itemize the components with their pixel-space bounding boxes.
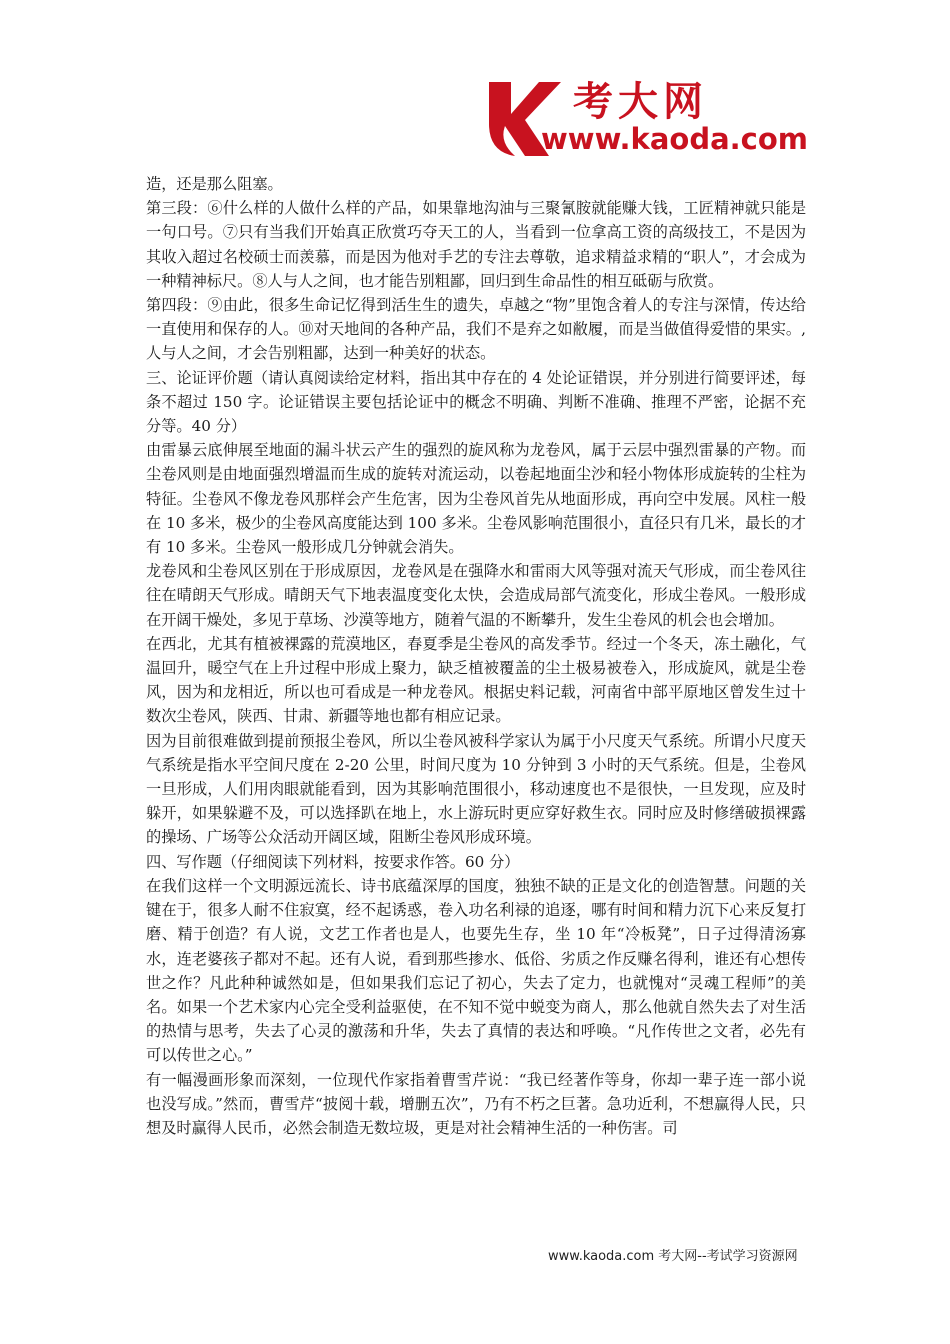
paragraph: 龙卷风和尘卷风区别在于形成原因，龙卷风是在强降水和雷雨大风等强对流天气形成，而尘卷风往往在晴朗天气形成。晴朗天气下地表温度变化太快，会造成局部气流变化，形成尘卷风。一般形成在开阔干燥处，多见于草场、沙漠等地方，随着气温的不断攀升，发生尘卷风的机会也会增加。 [146,562,806,629]
section-heading: 三、论证评价题（请认真阅读给定材料，指出其中存在的 4 处论证错误，并分别进行简要评述，每条不超过 150 字。论证错误主要包括论证中的概念不明确、判断不准确、推理不严密，论据不充分等。40 分） [146,368,806,436]
paragraph: 有一幅漫画形象而深刻，一位现代作家指着曹雪芹说：“我已经著作等身，你却一辈子连一部小说也没写成。”然而，曹雪芹“披阅十载，增删五次”，乃有不朽之巨著。急功近利，不想赢得人民，只想及时赢得人民币，必然会制造无数垃圾，更是对社会精神生活的一种伤害。司 [146,1070,806,1137]
logo-brand-name: 考大网 [573,79,708,125]
kaoda-logo [485,78,815,160]
paragraph: 造，还是那么阻塞。 [146,175,283,193]
page-footer: www.kaoda.com 考大网--考试学习资源网 [548,1249,798,1264]
document-body [146,172,806,1140]
paragraph: 在西北，尤其有植被裸露的荒漠地区，春夏季是尘卷风的高发季节。经过一个冬天，冻土融化，气温回升，暖空气在上升过程中形成上聚力，缺乏植被覆盖的尘土极易被卷入，形成旋风，就是尘卷风，因为和龙相近，所以也可看成是一种龙卷风。根据史料记载，河南省中部平原地区曾发生过十数次尘卷风，陕西、甘肃、新疆等地也都有相应记录。 [146,634,806,726]
logo-brand-url: www.kaoda.com [541,122,808,156]
paragraph: 在我们这样一个文明源远流长、诗书底蕴深厚的国度，独独不缺的正是文化的创造智慧。问题的关键在于，很多人耐不住寂寞，经不起诱惑，卷入功名利禄的追逐，哪有时间和精力沉下心来反复打磨、精于创造？有人说，文艺工作者也是人，也要先生存，坐 10 年“冷板凳”，日子过得清汤寡水，连老婆孩子都对不起。还有人说，看到那些掺水、低俗、劣质之作反赚名得利，谁还有心想传世之作？凡此种种诚然如是，但如果我们忘记了初心，失去了定力，也就愧对“灵魂工程师”的美名。如果一个艺术家内心完全受利益驱使，在不知不觉中蜕变为商人，那么他就自然失去了对生活的热情与思考，失去了心灵的激荡和升华，失去了真情的表达和呼唤。“凡作传世之文者，必先有可以传世之心。” [146,876,806,1065]
paragraph: 第三段：⑥什么样的人做什么样的产品，如果靠地沟油与三聚氰胺就能赚大钱，工匠精神就只能是一句口号。⑦只有当我们开始真正欣赏巧夺天工的人，当看到一位拿高工资的高级技工，不是因为其收入超过名校硕士而羡慕，而是因为他对手艺的专注去尊敬，追求精益求精的“职人”，才会成为一种精神标尺。⑧人与人之间，也才能告别粗鄙，回归到生命品性的相互砥砺与欣赏。 [146,199,806,290]
paragraph: 因为目前很难做到提前预报尘卷风，所以尘卷风被科学家认为属于小尺度天气系统。所谓小尺度天气系统是指水平空间尺度在 2-20 公里，时间尺度为 10 分钟到 3 小时的天气系统。但是，尘卷风一旦形成，人们用肉眼就能看到，因为其影响范围很小，移动速度也不是很快，一旦发现，应及时躲开，如果躲避不及，可以选择趴在地上，水上游玩时更应穿好救生衣。同时应及时修缮破损裸露的操场、广场等公众活动开阔区域，阻断尘卷风形成环境。 [146,731,806,847]
paragraph: 第四段：⑨由此，很多生命记忆得到活生生的遗失，卓越之“物”里饱含着人的专注与深情，传达给一直使用和保存的人。⑩对天地间的各种产品，我们不是弃之如敝履，而是当做值得爱惜的果实。, 人与人之间，才会告别粗鄙，达到一种美好的状态。 [146,296,806,363]
paragraph: 由雷暴云底伸展至地面的漏斗状云产生的强烈的旋风称为龙卷风，属于云层中强烈雷暴的产物。而尘卷风则是由地面强烈增温而生成的旋转对流运动，以卷起地面尘沙和轻小物体形成旋转的尘柱为特征。尘卷风不像龙卷风那样会产生危害，因为尘卷风首先从地面形成，再向空中发展。风柱一般在 10 多米，极少的尘卷风高度能达到 100 多米。尘卷风影响范围很小，直径只有几米，最长的才有 10 多米。尘卷风一般形成几分钟就会消失。 [146,441,806,557]
section-heading: 四、写作题（仔细阅读下列材料，按要求作答。60 分） [146,852,520,871]
